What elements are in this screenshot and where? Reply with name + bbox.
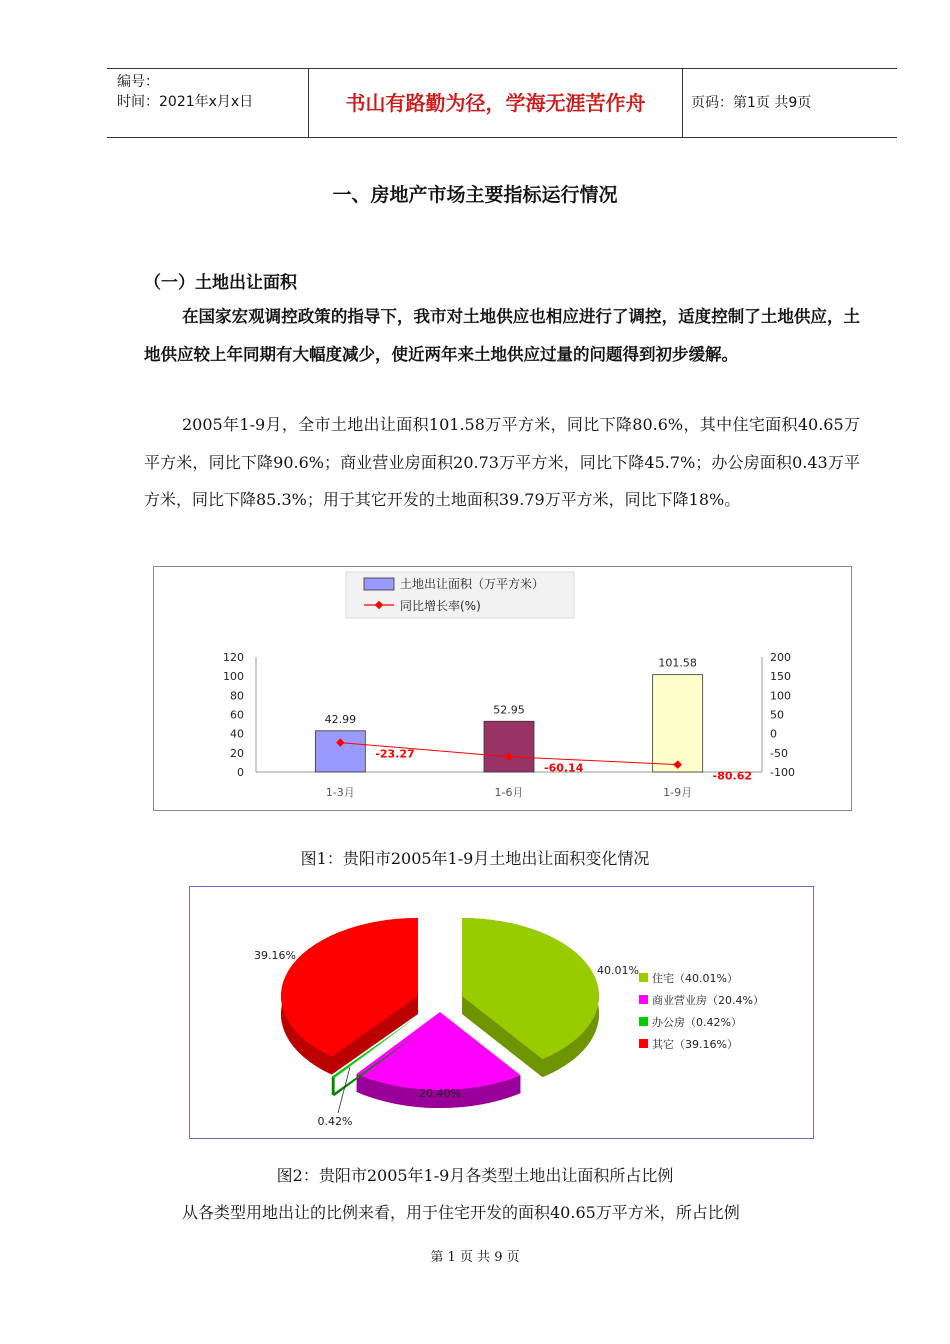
pie-slice <box>281 918 418 1057</box>
bar <box>315 731 365 772</box>
bar <box>653 675 703 772</box>
subsection-title: （一）土地出让面积 <box>144 273 297 293</box>
y-tick-label: 0 <box>237 766 244 779</box>
y2-tick-label: 0 <box>770 727 777 741</box>
y2-tick-label: 100 <box>770 689 791 703</box>
continuation-paragraph: 从各类型用地出让的比例来看，用于住宅开发的面积40.65万平方米，所占比例 <box>182 1203 740 1222</box>
y-tick-label: 120 <box>223 651 244 664</box>
pie-value-label: 40.01% <box>597 964 639 977</box>
figure-2-caption: 图2：贵阳市2005年1-9月各类型土地出让面积所占比例 <box>276 1166 674 1185</box>
header-meta-cell <box>107 69 309 137</box>
legend-swatch <box>639 973 648 982</box>
y2-tick-label: 150 <box>770 670 791 684</box>
legend-label: 其它（39.16%） <box>652 1038 738 1051</box>
rate-label: -80.62 <box>712 769 753 783</box>
pie-value-label: 0.42% <box>317 1115 353 1128</box>
legend-label-rate: 同比增长率(%) <box>400 599 481 613</box>
figure-1-caption: 图1：贵阳市2005年1-9月土地出让面积变化情况 <box>300 849 650 868</box>
y2-tick-label: 200 <box>770 651 791 664</box>
page-footer: 第 1 页 共 9 页 <box>430 1250 520 1265</box>
pie-value-label: 20.40% <box>419 1087 461 1100</box>
y2-tick-label: -100 <box>770 766 795 779</box>
y-tick-label: 100 <box>223 670 244 684</box>
y-tick-label: 60 <box>230 708 244 722</box>
summary-paragraph: 在国家宏观调控政策的指导下，我市对土地供应也相应进行了调控，适度控制了土地供应，土地供应较上年同期有大幅度减少，使近两年来土地供应过量的问题得到初步缓解。 <box>144 307 860 364</box>
rate-label: -60.14 <box>544 761 584 775</box>
section-title: 一、房地产市场主要指标运行情况 <box>332 184 618 206</box>
legend-swatch <box>639 1039 648 1048</box>
legend-label: 办公房（0.42%） <box>652 1016 742 1029</box>
x-tick-label: 1-9月 <box>663 786 693 799</box>
y-tick-label: 20 <box>230 746 244 760</box>
legend-label-area: 土地出让面积（万平方米） <box>400 577 545 591</box>
detail-paragraph: 2005年1-9月，全市土地出让面积101.58万平方米，同比下降80.6%，其中住宅面积40.65万平方米，同比下降90.6%；商业营业房面积20.73万平方米，同比下降45.7%；办公房面积0.43万平方米，同比下降85.3%；用于其它开发的土地面积39.79万平方米，同比下降18%。 <box>144 415 860 509</box>
document-header <box>107 68 897 138</box>
y-tick-label: 80 <box>230 689 244 703</box>
land-type-pie-chart <box>189 886 814 1139</box>
header-page-number: 页码：第1页 共9页 <box>691 95 812 111</box>
legend-label: 住宅（40.01%） <box>652 972 738 985</box>
x-tick-label: 1-3月 <box>325 786 355 799</box>
y2-tick-label: -50 <box>770 746 788 760</box>
document-time: 时间：2021年x月x日 <box>117 94 254 110</box>
y2-tick-label: 50 <box>770 708 784 722</box>
header-motto: 书山有路勤为径，学海无涯苦作舟 <box>309 69 683 137</box>
pie-chart-svg <box>190 887 813 1138</box>
bar-value-label: 42.99 <box>324 712 357 726</box>
legend-swatch <box>639 995 648 1004</box>
legend-label: 商业营业房（20.4%） <box>652 994 764 1007</box>
bar-value-label: 101.58 <box>658 656 697 670</box>
bar-value-label: 52.95 <box>493 703 525 717</box>
pie-slice-rim <box>332 1077 335 1096</box>
pie-value-label: 39.16% <box>254 949 296 962</box>
bar-chart-svg <box>154 567 851 810</box>
legend-swatch-area <box>364 578 394 590</box>
bar <box>484 721 534 772</box>
rate-label: -23.27 <box>375 747 415 761</box>
document-number: 编号： <box>117 74 159 90</box>
x-tick-label: 1-6月 <box>494 786 524 799</box>
land-area-bar-chart <box>153 566 852 811</box>
y-tick-label: 40 <box>230 727 244 741</box>
legend-swatch <box>639 1017 648 1026</box>
